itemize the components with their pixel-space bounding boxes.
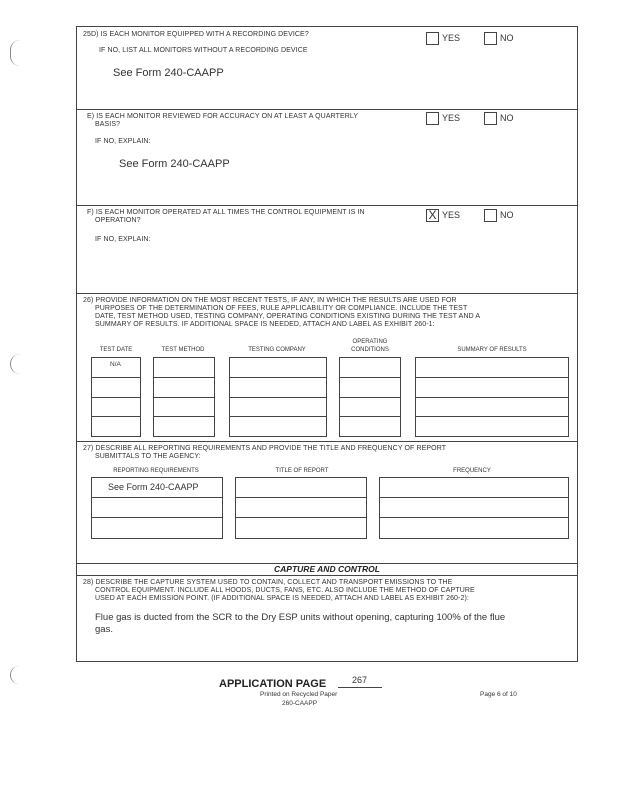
page-number-line <box>338 687 382 688</box>
q26-col-testing-company: TESTING COMPANY <box>248 347 306 353</box>
margin-bracket <box>10 354 21 374</box>
q28-answer-line2[interactable]: gas. <box>95 624 113 635</box>
q26-col-conditions-line2: CONDITIONS <box>351 347 389 353</box>
q25d-no-label: NO <box>500 33 514 43</box>
q28-text-line3: USED AT EACH EMISSION POINT. (IF ADDITIONAL SPACE IS NEEDED, ATTACH AND LABEL AS EXHIBIT 260-2): <box>95 595 469 602</box>
printed-note: Printed on Recycled Paper <box>260 691 338 698</box>
divider <box>77 293 577 294</box>
q26-text-line2: PURPOSES OF THE DETERMINATION OF FEES, RULE APPLICABILITY OR COMPLIANCE. INCLUDE THE TEST <box>95 305 468 312</box>
q25d-yes-checkbox[interactable] <box>426 32 439 45</box>
q26-testing-company-table[interactable] <box>229 357 327 437</box>
q27-text-line2: SUBMITTALS TO THE AGENCY: <box>95 453 201 460</box>
divider <box>77 109 577 110</box>
form-id: 260-CAAPP <box>282 700 318 707</box>
q27-title-of-report-table[interactable] <box>235 477 367 539</box>
q26-summary-table[interactable] <box>415 357 569 437</box>
q25e-question-line1: E) IS EACH MONITOR REVIEWED FOR ACCURACY ON AT LEAST A QUARTERLY <box>87 113 359 120</box>
q27-col-frequency: FREQUENCY <box>453 468 491 474</box>
q25d-instruction: IF NO, LIST ALL MONITORS WITHOUT A RECORDING DEVICE <box>99 47 308 54</box>
q25f-yes-check-mark: X <box>428 208 437 222</box>
divider <box>77 205 577 206</box>
q25d-question: 25D) IS EACH MONITOR EQUIPPED WITH A RECORDING DEVICE? <box>83 31 309 38</box>
q27-requirements-row1: See Form 240-CAAPP <box>108 482 199 492</box>
q28-answer-line1[interactable]: Flue gas is ducted from the SCR to the Dry ESP units without opening, capturing 100% of the flue <box>95 612 506 623</box>
q27-text-line1: 27) DESCRIBE ALL REPORTING REQUIREMENTS AND PROVIDE THE TITLE AND FREQUENCY OF REPORT <box>83 445 447 452</box>
q25f-no-label: NO <box>500 210 514 220</box>
q26-col-test-date: TEST DATE <box>99 347 133 353</box>
page-of: Page 6 of 10 <box>480 691 517 698</box>
q25e-instruction: IF NO, EXPLAIN: <box>95 138 151 145</box>
q25e-no-label: NO <box>500 113 514 123</box>
q25f-question-line1: F) IS EACH MONITOR OPERATED AT ALL TIMES THE CONTROL EQUIPMENT IS IN <box>87 209 365 216</box>
q26-test-date-row1: N/A <box>110 361 121 368</box>
q28-text-line1: 28) DESCRIBE THE CAPTURE SYSTEM USED TO CONTAIN, COLLECT AND TRANSPORT EMISSIONS TO THE <box>83 579 453 586</box>
q25f-question-line2: OPERATION? <box>95 217 141 224</box>
q27-reporting-requirements-table[interactable] <box>91 477 223 539</box>
q25e-no-checkbox[interactable] <box>484 112 497 125</box>
q26-text-line4: SUMMARY OF RESULTS. IF ADDITIONAL SPACE IS NEEDED, ATTACH AND LABEL AS EXHIBIT 260-1: <box>95 321 435 328</box>
q25f-no-checkbox[interactable] <box>484 209 497 222</box>
q25f-yes-label: YES <box>442 210 461 220</box>
q26-col-test-method: TEST METHOD <box>161 347 205 353</box>
q27-col-reporting-requirements: REPORTING REQUIREMENTS <box>113 468 199 474</box>
margin-bracket <box>10 40 21 66</box>
q25d-answer[interactable]: See Form 240-CAAPP <box>113 67 224 79</box>
q26-text-line3: DATE, TEST METHOD USED, TESTING COMPANY, OPERATING CONDITIONS EXISTING DURING THE TEST AND A <box>95 313 481 320</box>
q25e-yes-checkbox[interactable] <box>426 112 439 125</box>
page-number: 267 <box>352 675 368 685</box>
q26-text-line1: 26) PROVIDE INFORMATION ON THE MOST RECENT TESTS, IF ANY, IN WHICH THE RESULTS ARE USED FOR <box>83 297 457 304</box>
q25e-yes-label: YES <box>442 113 461 123</box>
q26-col-summary: SUMMARY OF RESULTS <box>457 347 527 353</box>
q26-conditions-table[interactable] <box>339 357 401 437</box>
q25d-yes-label: YES <box>442 33 461 43</box>
margin-bracket <box>10 666 21 684</box>
q26-test-date-table[interactable] <box>91 357 141 437</box>
application-page-title: APPLICATION PAGE <box>219 678 327 690</box>
q25e-answer[interactable]: See Form 240-CAAPP <box>119 158 230 170</box>
q27-col-title-of-report: TITLE OF REPORT <box>275 468 329 474</box>
q26-test-method-table[interactable] <box>153 357 215 437</box>
section-title: CAPTURE AND CONTROL <box>274 564 380 574</box>
divider <box>77 441 577 442</box>
q25f-instruction: IF NO, EXPLAIN: <box>95 236 151 243</box>
application-form <box>76 26 578 662</box>
q26-col-conditions-line1: OPERATING <box>352 339 388 345</box>
q27-frequency-table[interactable] <box>379 477 569 539</box>
q25f-yes-checkbox[interactable] <box>426 209 439 222</box>
capture-control-header <box>77 563 577 576</box>
q25d-no-checkbox[interactable] <box>484 32 497 45</box>
q28-text-line2: CONTROL EQUIPMENT. INCLUDE ALL HOODS, DUCTS, FANS, ETC. ALSO INCLUDE THE METHOD OF CAPTURE <box>95 587 475 594</box>
q25e-question-line2: BASIS? <box>95 121 121 128</box>
